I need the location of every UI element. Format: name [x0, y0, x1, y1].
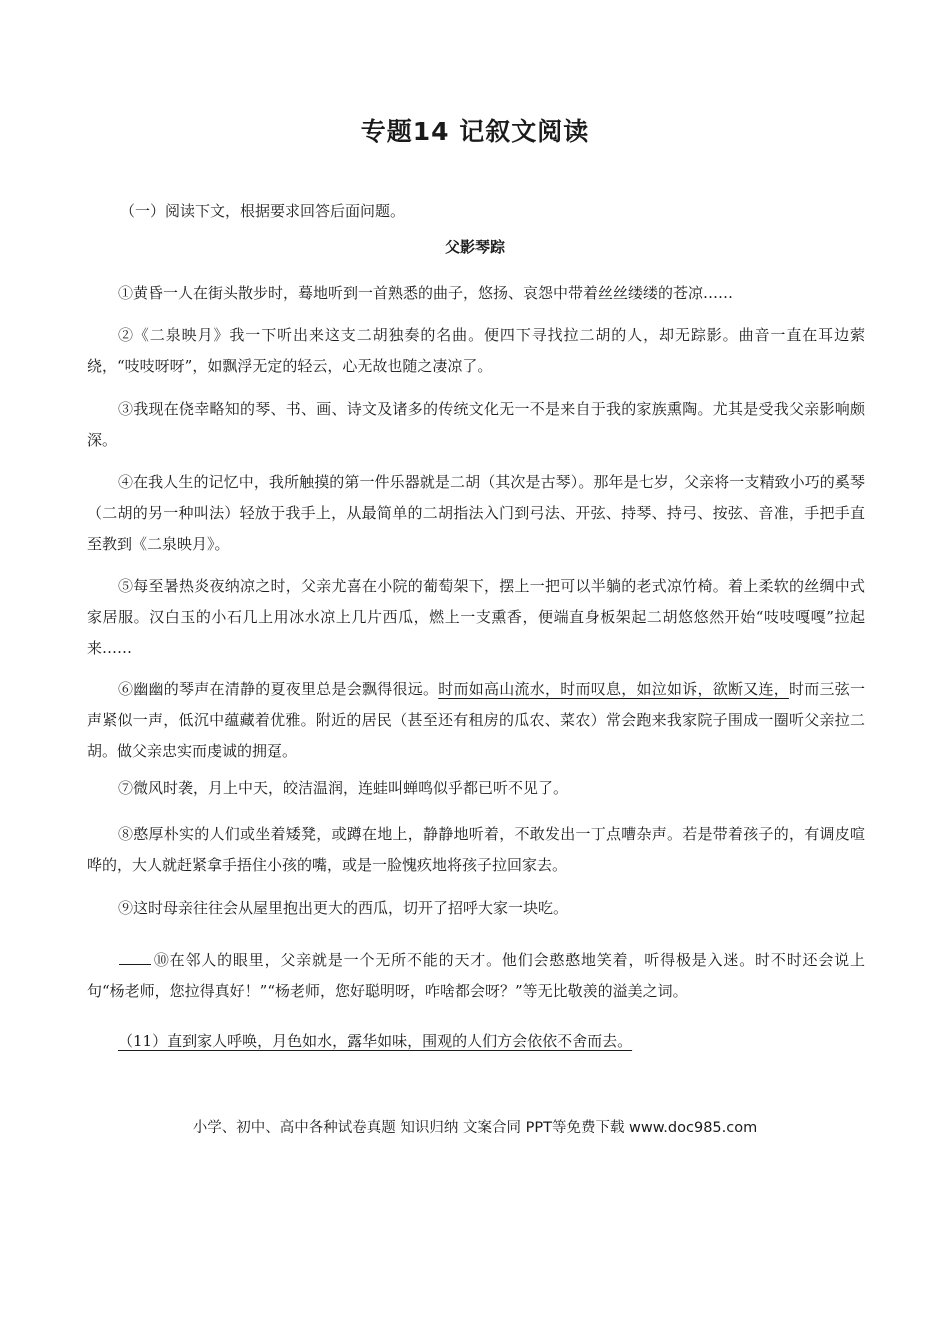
paragraph-10-text: ⑩在邻人的眼里，父亲就是一个无所不能的天才。他们会憨憨地笑着，听得极是入迷。时不时还会说上句“杨老师，您拉得真好！”“杨老师，您好聪明呀，咋啥都会呀？”等无比敬羡的溢美之词。 — [87, 951, 865, 1000]
footer-note: 小学、初中、高中各种试卷真题 知识归纳 文案合同 PPT等免费下载 www.doc985.com — [192, 1120, 758, 1136]
paragraph-4: ④在我人生的记忆中，我所触摸的第一件乐器就是二胡（其次是古琴）。那年是七岁，父亲将一支精致小巧的奚琴（二胡的另一种叫法）轻放于我手上，从最简单的二胡指法入门到弓法、开弦、持琴、持弓、按弦、音准，手把手直至教到《二泉映月》。 — [87, 473, 865, 553]
paragraph-2: ②《二泉映月》我一下听出来这支二胡独奏的名曲。便四下寻找拉二胡的人，却无踪影。曲音一直在耳边萦绕，“吱吱呀呀”，如飘浮无定的轻云，心无故也随之凄凉了。 — [87, 326, 865, 375]
paragraph-7: ⑦微风时袭，月上中天，皎洁温润，连蛙叫蝉鸣似乎都已听不见了。 — [118, 779, 569, 797]
reading-instruction: （一）阅读下文，根据要求回答后面问题。 — [120, 202, 406, 220]
paragraph-6-start: ⑥幽幽的琴声在清静的夏夜里总是会飘得很远。 — [118, 680, 439, 698]
paragraph-8: ⑧憨厚朴实的人们或坐着矮凳，或蹲在地上，静静地听着，不敢发出一丁点嘈杂声。若是带着孩子的，有调皮喧哗的，大人就赶紧拿手捂住小孩的嘴，或是一脸愧疚地将孩子拉回家去。 — [87, 825, 865, 874]
paragraph-11-underlined: （11）直到家人呼唤，月色如水，露华如味，围观的人们方会依依不舍而去。 — [118, 1032, 633, 1050]
paragraph-5: ⑤每至暑热炎夜纳凉之时，父亲尤喜在小院的葡萄架下，摆上一把可以半躺的老式凉竹椅。着上柔软的丝绸中式家居服。汉白玉的小石几上用冰水凉上几片西瓜，燃上一支熏香，便端直身板架起二胡悠悠然开始“吱吱嘎嘎”拉起来…… — [87, 577, 865, 657]
paragraph-10 — [87, 945, 865, 1007]
paragraph-3: ③我现在侥幸略知的琴、书、画、诗文及诸多的传统文化无一不是来自于我的家族熏陶。尤其是受我父亲影响颇深。 — [87, 400, 865, 449]
paragraph-9: ⑨这时母亲往往会从屋里抱出更大的西瓜，切开了招呼大家一块吃。 — [118, 899, 569, 917]
paragraph-6-end: 时而三弦一声紧似一声，低沉中蕴藏着优雅。附近的居民（甚至还有租房的瓜农、菜农）常会跑来我家院子围成一圈听父亲拉二胡。做父亲忠实而虔诚的拥趸。 — [87, 680, 865, 760]
article-title: 父影琴踪 — [444, 238, 505, 256]
paragraph-6 — [87, 674, 865, 767]
paragraph-11 — [87, 1026, 865, 1057]
paragraph-6-underlined: 时而如高山流水，时而叹息，如泣如诉，欲断又连， — [438, 680, 789, 698]
paragraph-1: ①黄昏一人在街头散步时，蓦地听到一首熟悉的曲子，悠扬、哀怨中带着丝丝缕缕的苍凉…… — [118, 284, 734, 302]
page-title: 专题14 记叙文阅读 — [360, 117, 590, 146]
answer-blank — [119, 946, 151, 965]
